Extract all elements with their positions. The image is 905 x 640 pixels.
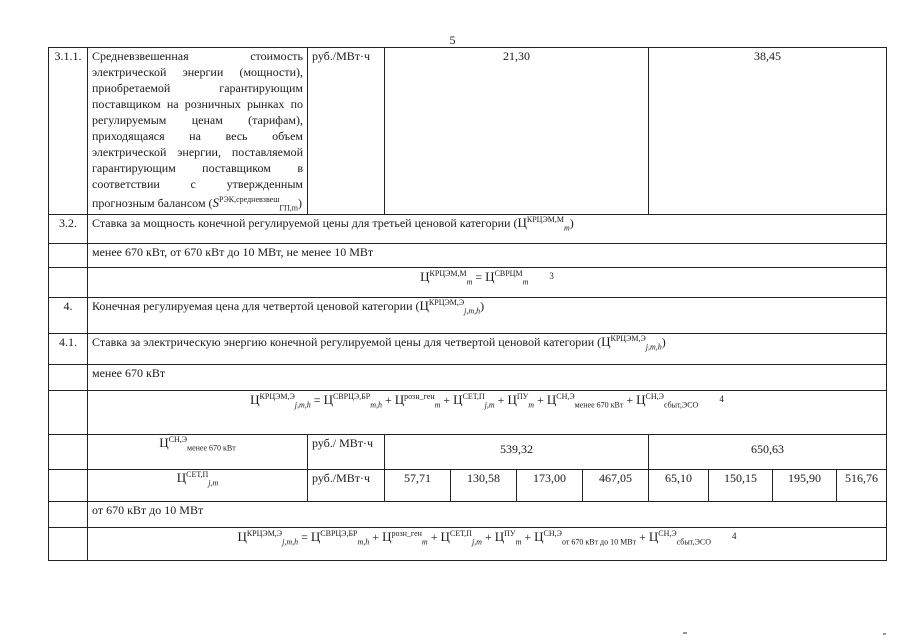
row-4-1-sub2: [49, 502, 887, 528]
row-4-1-sub: [49, 365, 887, 391]
unit-cell: руб./ МВт·ч: [308, 435, 385, 470]
rate-symbol: $Ц^{СН,Э}_{менее 670 кВт}$: [88, 435, 308, 470]
value-cell: 38,45: [649, 48, 887, 215]
scan-artifact: [883, 633, 886, 635]
row-3-1-1: [49, 48, 887, 215]
unit-cell: руб./МВт·ч: [308, 470, 385, 502]
power-range-label: менее 670 кВт: [88, 365, 887, 391]
row-description: Ставка за электрическую энергию конечной регулируемой цены для четвертой ценовой категории $(Ц^{КРЦЭМ,Э}_{j,m,h})$: [88, 334, 887, 365]
value-cell: 65,10: [649, 470, 709, 502]
row-4-1: [49, 334, 887, 365]
formula: $Ц^{КРЦЭМ,Э}_{j,m,h} = Ц^{СВРЦЭ,БР}_{m,h} + Ц^{розн\_ген}_m + Ц^{СЕТ,П}_{j,m} + Ц^{ПУ}_m + Ц^{СН,Э}_{от 670 кВт до 10 МВт} + Ц^{СН,Э}_{сбыт,ЭСО}$ 4: [88, 528, 887, 561]
row-3-2-sub: [49, 244, 887, 268]
row-set-rate: [49, 470, 887, 502]
row-description: Конечная регулируемая цена для четвертой ценовой категории $(Ц^{КРЦЭМ,Э}_{j,m,h})$: [88, 298, 887, 334]
row-sn-rate: [49, 435, 887, 470]
row-number: 3.2.: [49, 215, 88, 244]
value-cell: 173,00: [517, 470, 583, 502]
row-description: Средневзвешенная стоимость электрической энергии (мощности), приобретаемой гарантирующим поставщиком на розничных рынках по регулируемым ценам (тарифам), приходящаяся на весь объем электрической энергии, поставляемой гарантирующим поставщиком в соответствии с утвержденным прогнозным балансом $(S^{РЭК,средневзвеш}_{ГП,m})$: [88, 48, 308, 215]
row-4-1-formula: [49, 391, 887, 435]
row-4-1-formula2: [49, 528, 887, 561]
page-number: 5: [449, 33, 456, 47]
row-3-2-formula: [49, 268, 887, 298]
footnote-mark: 3: [549, 271, 554, 281]
footnote-mark: 4: [732, 531, 737, 541]
value-cell: 21,30: [385, 48, 649, 215]
value-cell: 150,15: [709, 470, 773, 502]
value-cell: 650,63: [649, 435, 887, 470]
power-range-label: от 670 кВт до 10 МВт: [88, 502, 887, 528]
value-cell: 539,32: [385, 435, 649, 470]
value-cell: 516,76: [837, 470, 887, 502]
rate-symbol: $Ц^{СЕТ,П}_{j,m}$: [88, 470, 308, 502]
value-cell: 57,71: [385, 470, 451, 502]
row-number: 4.: [49, 298, 88, 334]
row-4: [49, 298, 887, 334]
scan-artifact: [683, 632, 687, 634]
tariff-table: [48, 47, 887, 561]
symbol-s: S: [212, 195, 220, 210]
value-cell: 195,90: [773, 470, 837, 502]
value-cell: 467,05: [583, 470, 649, 502]
power-range-label: менее 670 кВт, от 670 кВт до 10 МВт, не менее 10 МВт: [88, 244, 887, 268]
formula: $Ц^{КРЦЭМ,Э}_{j,m,h} = Ц^{СВРЦЭ,БР}_{m,h} + Ц^{розн\_ген}_m + Ц^{СЕТ,П}_{j,m} + Ц^{ПУ}_m + Ц^{СН,Э}_{менее 670 кВт} + Ц^{СН,Э}_{сбыт,ЭСО}$ 4: [88, 391, 887, 435]
formula: $Ц^{КРЦЭМ,М}_m = Ц^{СВРЦМ}_m$ 3: [88, 268, 887, 298]
row-number: 3.1.1.: [49, 48, 88, 215]
row-description: Ставка за мощность конечной регулируемой цены для третьей ценовой категории $(Ц^{КРЦЭМ,М}_m)$: [88, 215, 887, 244]
row-3-2: [49, 215, 887, 244]
row-number: 4.1.: [49, 334, 88, 365]
unit-cell: руб./МВт·ч: [308, 48, 385, 215]
value-cell: 130,58: [451, 470, 517, 502]
footnote-mark: 4: [719, 394, 724, 404]
